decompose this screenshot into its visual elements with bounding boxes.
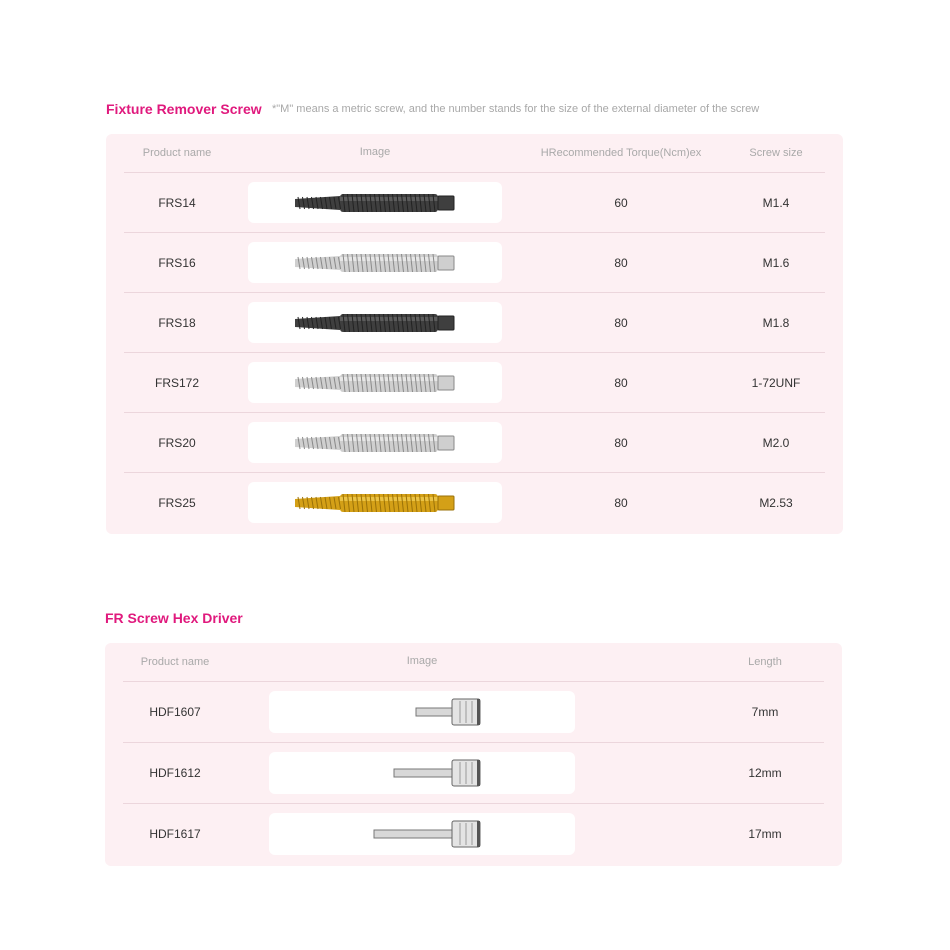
torque-value: 80: [614, 375, 628, 390]
product-name: FRS172: [154, 375, 200, 390]
torque-value: 60: [614, 195, 628, 210]
header-product-name: Product name: [140, 656, 210, 668]
screw-image: [248, 302, 502, 343]
table-row: [124, 352, 825, 412]
table-row: [123, 681, 824, 742]
header-screw-size: Screw size: [749, 147, 803, 159]
screw-icon: [290, 491, 460, 515]
table-row: [124, 232, 825, 292]
driver-table: [105, 643, 842, 866]
screw-icon: [290, 311, 460, 335]
table-row: [124, 292, 825, 352]
screw-size-value: M2.0: [762, 435, 790, 450]
driver-image: [269, 813, 575, 855]
table-row: [124, 172, 825, 232]
screw-size-value: 1-72UNF: [751, 375, 801, 390]
hex-driver-icon: [352, 818, 492, 850]
product-name: HDF1617: [149, 827, 201, 841]
header-image: Image: [359, 146, 391, 158]
product-name: HDF1612: [149, 766, 201, 780]
screw-section-title: Fixture Remover Screw: [106, 101, 262, 117]
product-name: FRS14: [158, 195, 196, 210]
screw-image: [248, 182, 502, 223]
torque-value: 80: [614, 435, 628, 450]
screw-image: [248, 362, 502, 403]
length-value: 7mm: [751, 705, 779, 719]
screw-icon: [290, 191, 460, 215]
header-length: Length: [748, 656, 782, 668]
driver-section-title: FR Screw Hex Driver: [105, 610, 243, 626]
length-value: 12mm: [748, 766, 782, 780]
driver-image: [269, 691, 575, 733]
product-name: FRS25: [158, 495, 196, 510]
screw-image: [248, 482, 502, 523]
driver-image: [269, 752, 575, 794]
hex-driver-icon: [352, 757, 492, 789]
torque-value: 80: [614, 255, 628, 270]
screw-icon: [290, 431, 460, 455]
screw-image: [248, 422, 502, 463]
header-torque: HRecommended Torque(Ncm)ex: [540, 147, 702, 159]
table-row: [124, 472, 825, 532]
screw-icon: [290, 371, 460, 395]
screw-size-value: M1.4: [762, 195, 790, 210]
screw-size-value: M1.6: [762, 255, 790, 270]
screw-icon: [290, 251, 460, 275]
header-image: Image: [406, 655, 438, 667]
table-row: [123, 803, 824, 864]
product-name: HDF1607: [149, 705, 201, 719]
hex-driver-icon: [352, 696, 492, 728]
product-name: FRS20: [158, 435, 196, 450]
screw-section-note: *"M" means a metric screw, and the number stands for the size of the external diameter of the screw: [272, 103, 760, 115]
table-row: [123, 742, 824, 803]
torque-value: 80: [614, 495, 628, 510]
screw-size-value: M1.8: [762, 315, 790, 330]
screw-image: [248, 242, 502, 283]
product-name: FRS16: [158, 255, 196, 270]
product-name: FRS18: [158, 315, 196, 330]
screw-size-value: M2.53: [759, 495, 793, 510]
length-value: 17mm: [748, 827, 782, 841]
torque-value: 80: [614, 315, 628, 330]
header-product-name: Product name: [142, 147, 212, 159]
screw-table: [106, 134, 843, 534]
table-row: [124, 412, 825, 472]
